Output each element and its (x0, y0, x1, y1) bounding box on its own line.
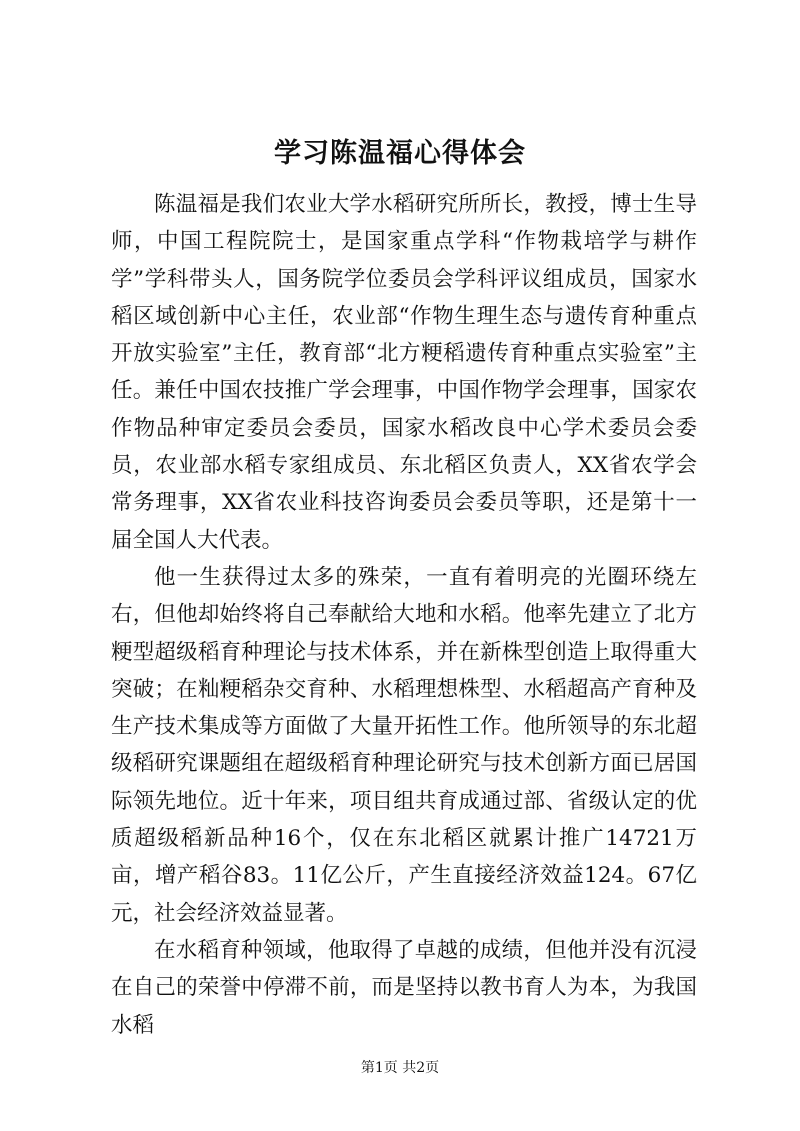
document-title: 学习陈温福心得体会 (274, 138, 526, 169)
paragraph-3: 在水稻育种领域，他取得了卓越的成绩，但他并没有沉浸在自己的荣誉中停滞不前，而是坚持以教书育人为本，为我国水稻 (111, 937, 697, 1038)
paragraph-2: 他一生获得过太多的殊荣，一直有着明亮的光圈环绕左右，但他却始终将自己奉献给大地和水稻。他率先建立了北方粳型超级稻育种理论与技术体系，并在新株型创造上取得重大突破；在籼粳稻杂交育种、水稻理想株型、水稻超高产育种及生产技术集成等方面做了大量开拓性工作。他所领导的东北超级稻研究课题组在超级稻育种理论研究与技术创新方面已居国际领先地位。近十年来，项目组共育成通过部、省级认定的优质超级稻新品种16个，仅在东北稻区就累计推广14721万亩，增产稻谷83。11亿公斤，产生直接经济效益124。67亿元，社会经济效益显著。 (111, 564, 697, 926)
paragraph-1: 陈温福是我们农业大学水稻研究所所长，教授，博士生导师，中国工程院院士，是国家重点学科“作物栽培学与耕作学”学科带头人，国务院学位委员会学科评议组成员，国家水稻区域创新中心主任，农业部“作物生理生态与遗传育种重点开放实验室”主任，教育部“北方粳稻遗传育种重点实验室”主任。兼任中国农技推广学会理事，中国作物学会理事，国家农作物品种审定委员会委员，国家水稻改良中心学术委员会委员，农业部水稻专家组成员、东北稻区负责人，XX省农学会常务理事，XX省农业科技咨询委员会委员等职，还是第十一届全国人大代表。 (111, 192, 697, 553)
document-body (111, 186, 697, 1044)
page-number-footer: 第1页 共2页 (360, 1060, 440, 1076)
